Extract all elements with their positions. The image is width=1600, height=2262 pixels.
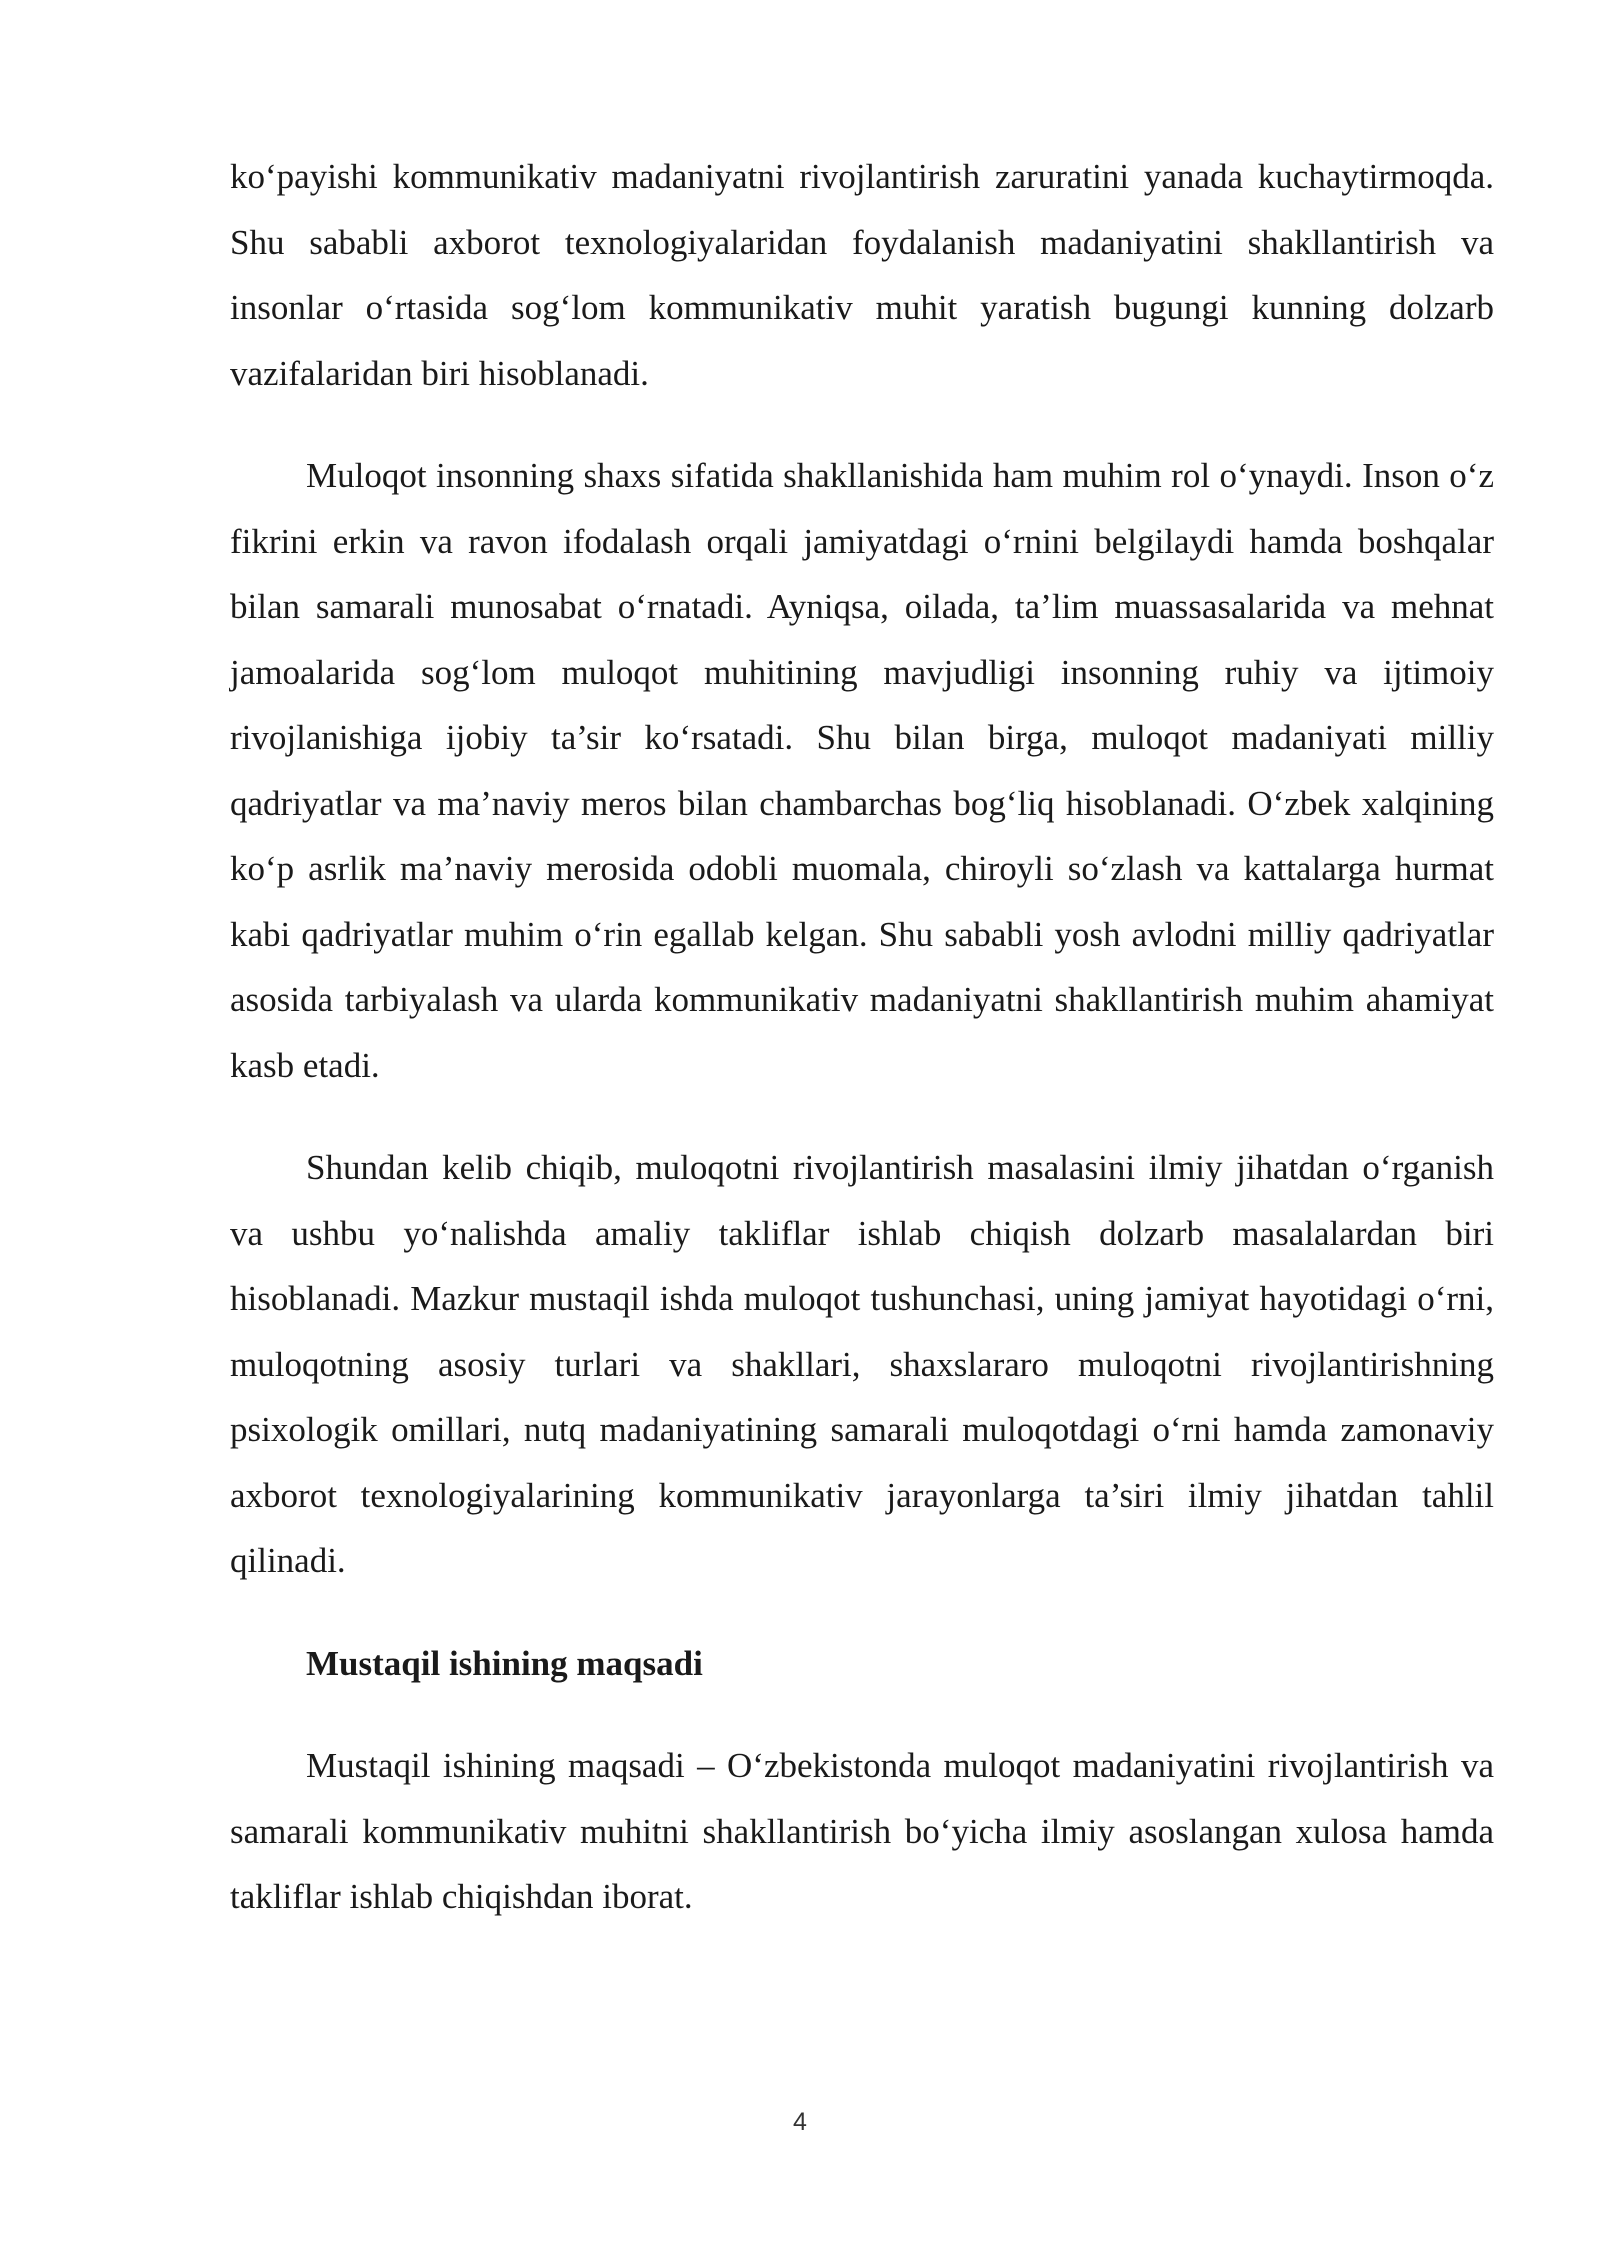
section-heading: Mustaqil ishining maqsadi (306, 1643, 703, 1683)
paragraph-muloqot: Muloqot insonning shaxs sifatida shakllanishida ham muhim rol o‘ynaydi. Inson o‘z fikrini erkin va ravon ifodalash orqali jamiyatdagi o‘rnini belgilaydi hamda boshqalar bilan samarali munosabat o‘rnatadi. Ayniqsa, oilada, ta’lim muassasalarida va mehnat jamoalarida sog‘lom muloqot muhitining mavjudligi insonning ruhiy va ijtimoiy rivojlanishiga ijobiy ta’sir ko‘rsatadi. Shu bilan birga, muloqot madaniyati milliy qadriyatlar va ma’naviy meros bilan chambarchas bog‘liq hisoblanadi. O‘zbek xalqining ko‘p asrlik ma’naviy merosida odobli muomala, chiroyli so‘zlash va kattalarga hurmat kabi qadriyatlar muhim o‘rin egallab kelgan. Shu sababli yosh avlodni milliy qadriyatlar asosida tarbiyalash va ularda kommunikativ madaniyatni shakllantirish muhim ahamiyat kasb etadi. (230, 456, 1494, 1085)
paragraph-continuation: ko‘payishi kommunikativ madaniyatni rivojlantirish zaruratini yanada kuchaytirmoqda. Shu sababli axborot texnologiyalaridan foydalanish madaniyatini shakllantirish va insonlar o‘rtasida sog‘lom kommunikativ muhit yaratish bugungi kunning dolzarb vazifalaridan biri hisoblanadi. (230, 157, 1494, 393)
paragraph-purpose: Mustaqil ishining maqsadi – O‘zbekistonda muloqot madaniyatini rivojlantirish va samarali kommunikativ muhitni shakllantirish bo‘yicha ilmiy asoslangan xulosa hamda takliflar ishlab chiqishdan iborat. (230, 1746, 1494, 1916)
paragraph-shundan: Shundan kelib chiqib, muloqotni rivojlantirish masalasini ilmiy jihatdan o‘rganish va ushbu yo‘nalishda amaliy takliflar ishlab chiqish dolzarb masalalardan biri hisoblanadi. Mazkur mustaqil ishda muloqot tushunchasi, uning jamiyat hayotidagi o‘rni, muloqotning asosiy turlari va shakllari, shaxslararo muloqotni rivojlantirishning psixologik omillari, nutq madaniyatining samarali muloqotdagi o‘rni hamda zamonaviy axborot texnologiyalarining kommunikativ jarayonlarga ta’siri ilmiy jihatdan tahlil qilinadi. (230, 1148, 1494, 1580)
page-number: 4 (793, 2108, 807, 2136)
document-body (230, 144, 1494, 1930)
